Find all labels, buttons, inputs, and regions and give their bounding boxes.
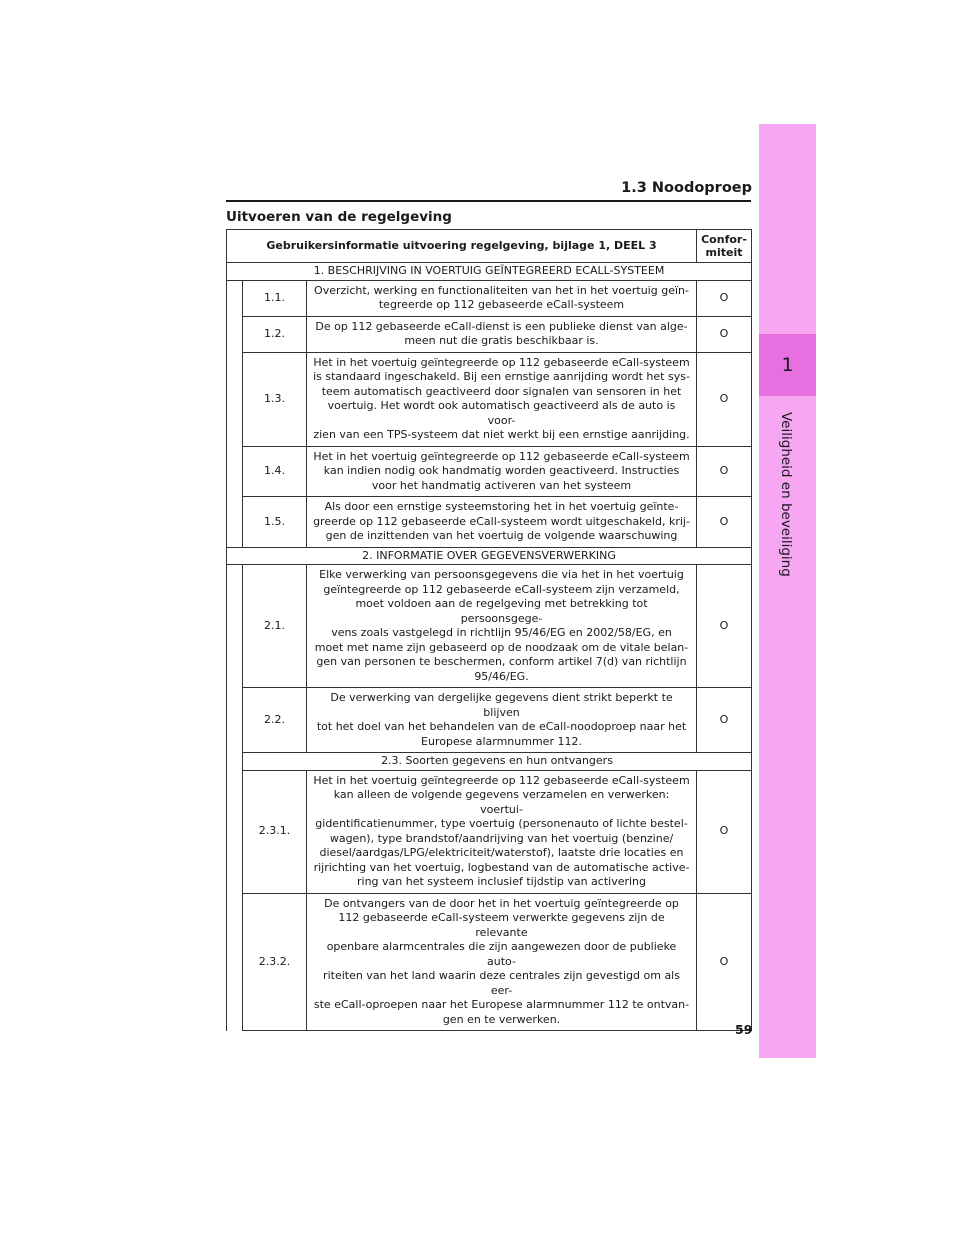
subsection-title-cell: 2.3. Soorten gegevens en hun ontvangers [243,753,752,771]
item-number: 2.3.2. [243,893,307,1031]
subsection-row [227,753,752,771]
item-number: 2.1. [243,565,307,688]
indent-cell [227,316,243,352]
indent-cell [227,497,243,548]
item-number: 2.2. [243,688,307,753]
section-title-cell: 2. INFORMATIE OVER GEGEVENSVERWERKING [227,547,752,565]
indent-cell [227,565,243,688]
item-number: 1.1. [243,280,307,316]
item-description: De verwerking van dergelijke gegevens dient strikt beperkt te blijven tot het doel van het behandelen van de eCall-noodoproep naar het Europese alarmnummer 112. [307,688,697,753]
item-conformity: O [697,497,752,548]
item-number: 1.4. [243,446,307,497]
indent-cell [227,688,243,753]
table-row [227,352,752,446]
item-description: Als door een ernstige systeemstoring het in het voertuig geïnte- greerde op 112 gebaseerde eCall-systeem wordt uitgeschakeld, krij- gen de inzittenden van het voertuig de volgende waarschuwing [307,497,697,548]
item-description: De op 112 gebaseerde eCall-dienst is een publieke dienst van alge- meen nut die gratis beschikbaar is. [307,316,697,352]
regulation-table [226,229,752,1031]
section-header: 1.3 Noodoproep [621,180,752,196]
table-row [227,280,752,316]
item-description: Overzicht, werking en functionaliteiten van het in het voertuig geïn- tegreerde op 112 gebaseerde eCall-systeem [307,280,697,316]
header-conformity-cell: Confor- miteit [697,230,752,263]
item-description: Het in het voertuig geïntegreerde op 112 gebaseerde eCall-systeem is standaard ingeschakeld. Bij een ernstige aanrijding wordt het sys- teem automatisch geactiveerd door signalen van sensoren in het voertuig. Het wordt ook automatisch geactiveerd als de auto is voor- zien van een TPS-systeem dat niet werkt bij een ernstige aanrijding. [307,352,697,446]
item-number: 1.3. [243,352,307,446]
table-row [227,497,752,548]
table-row [227,565,752,688]
item-conformity: O [697,565,752,688]
item-conformity: O [697,770,752,893]
item-conformity: O [697,352,752,446]
table-row [227,893,752,1031]
table-row [227,770,752,893]
item-conformity: O [697,316,752,352]
item-number: 1.2. [243,316,307,352]
section-title-cell: 1. BESCHRIJVING IN VOERTUIG GEÏNTEGREERD ECALL-SYSTEEM [227,263,752,281]
item-conformity: O [697,280,752,316]
section-row [227,263,752,281]
item-description: Het in het voertuig geïntegreerde op 112 gebaseerde eCall-systeem kan indien nodig ook handmatig worden geactiveerd. Instructies voor het handmatig activeren van het systeem [307,446,697,497]
page-number: 59 [735,1022,753,1037]
indent-cell [227,446,243,497]
item-conformity: O [697,893,752,1031]
section-row [227,547,752,565]
chapter-label [776,412,800,612]
chapter-label-text: Veiligheid en beveiliging [778,412,794,577]
table-row [227,316,752,352]
item-conformity: O [697,446,752,497]
table-row [227,688,752,753]
header-main-cell: Gebruikersinformatie uitvoering regelgeving, bijlage 1, DEEL 3 [227,230,697,263]
indent-cell [227,280,243,316]
item-number: 2.3.1. [243,770,307,893]
item-description: Het in het voertuig geïntegreerde op 112 gebaseerde eCall-systeem kan alleen de volgende gegevens verzamelen en verwerken: voertui- gidentificatienummer, type voertuig (personenauto of lichte bestel- wagen), type brandstof/aandrijving van het voertuig (benzine/ diesel/aardgas/LPG/elektriciteit/waterstof), laatste drie locaties en rijrichting van het voertuig, logbestand van de automatische active- ring van het systeem inclusief tijdstip van activering [307,770,697,893]
indent-cell [227,770,243,893]
item-conformity: O [697,688,752,753]
table-row [227,446,752,497]
header-rule [226,200,751,202]
item-number: 1.5. [243,497,307,548]
table-header-row [227,230,752,263]
indent-cell [227,893,243,1031]
item-description: De ontvangers van de door het in het voertuig geïntegreerde op 112 gebaseerde eCall-systeem verwerkte gegevens zijn de relevante openbare alarmcentrales die zijn aangewezen door de publieke auto- riteiten van het land waarin deze centrales zijn gevestigd om als eer- ste eCall-oproepen naar het Europese alarmnummer 112 te ontvan- gen en te verwerken. [307,893,697,1031]
indent-cell [227,753,243,771]
indent-cell [227,352,243,446]
regulation-table-container [226,229,751,1031]
chapter-number-badge: 1 [759,334,816,396]
item-description: Elke verwerking van persoonsgegevens die via het in het voertuig geïntegreerde op 112 gebaseerde eCall-systeem zijn verzameld, moet voldoen aan de regelgeving met betrekking tot persoonsgege- vens zoals vastgelegd in richtlijn 95/46/EG en 2002/58/EG, en moet met name zijn gebaseerd op de noodzaak om de vitale belan- gen van personen te beschermen, conform artikel 7(d) van richtlijn 95/46/EG. [307,565,697,688]
page-title: Uitvoeren van de regelgeving [226,209,452,225]
